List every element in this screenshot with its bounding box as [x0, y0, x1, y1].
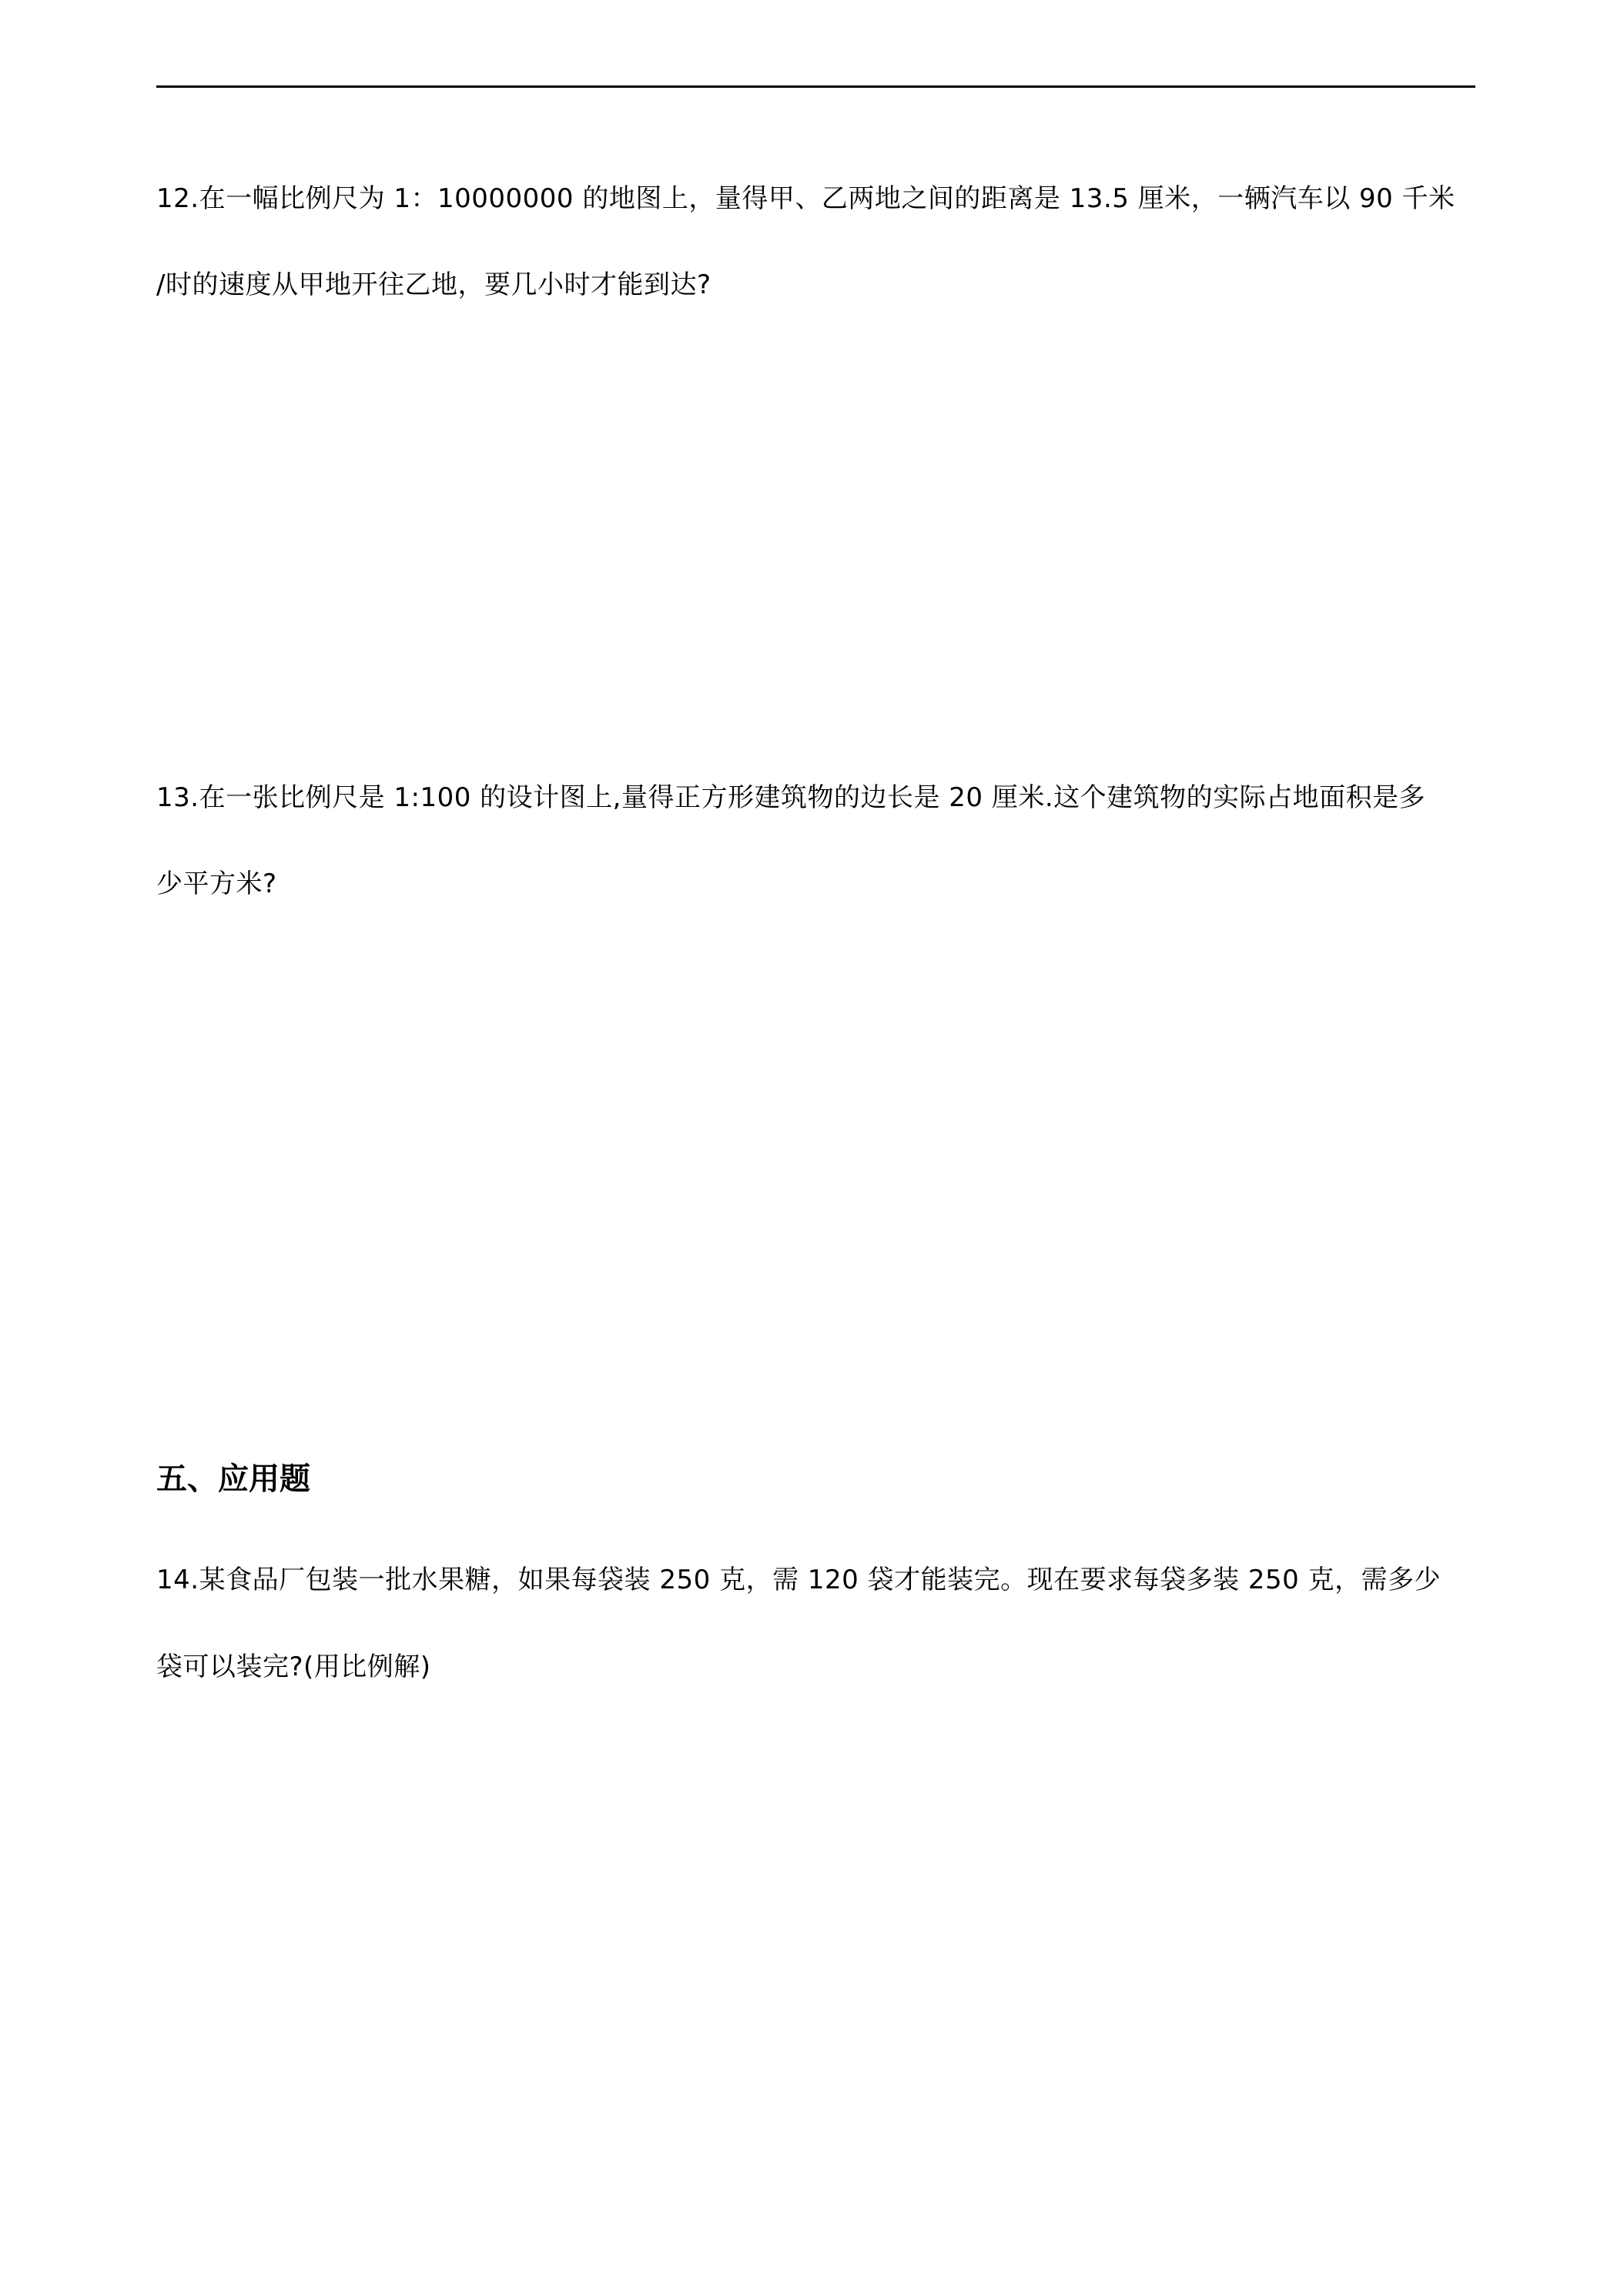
question-12-line-2: /时的速度从甲地开往乙地，要几小时才能到达? — [156, 269, 712, 300]
section-heading-applications: 五、应用题 — [156, 1461, 310, 1497]
question-14-line-1: 14.某食品厂包装一批水果糖，如果每袋装 250 克，需 120 袋才能装完。现在要求每袋多装 250 克，需多少 — [156, 1565, 1442, 1595]
question-13-line-2: 少平方米? — [156, 869, 277, 899]
header-divider — [156, 85, 1475, 88]
question-14-line-2: 袋可以装完?(用比例解) — [156, 1652, 431, 1682]
question-13-line-1: 13.在一张比例尺是 1:100 的设计图上,量得正方形建筑物的边长是 20 厘米.这个建筑物的实际占地面积是多 — [156, 782, 1426, 813]
question-12-line-1: 12.在一幅比例尺为 1：10000000 的地图上，量得甲、乙两地之间的距离是 13.5 厘米，一辆汽车以 90 千米 — [156, 183, 1455, 214]
